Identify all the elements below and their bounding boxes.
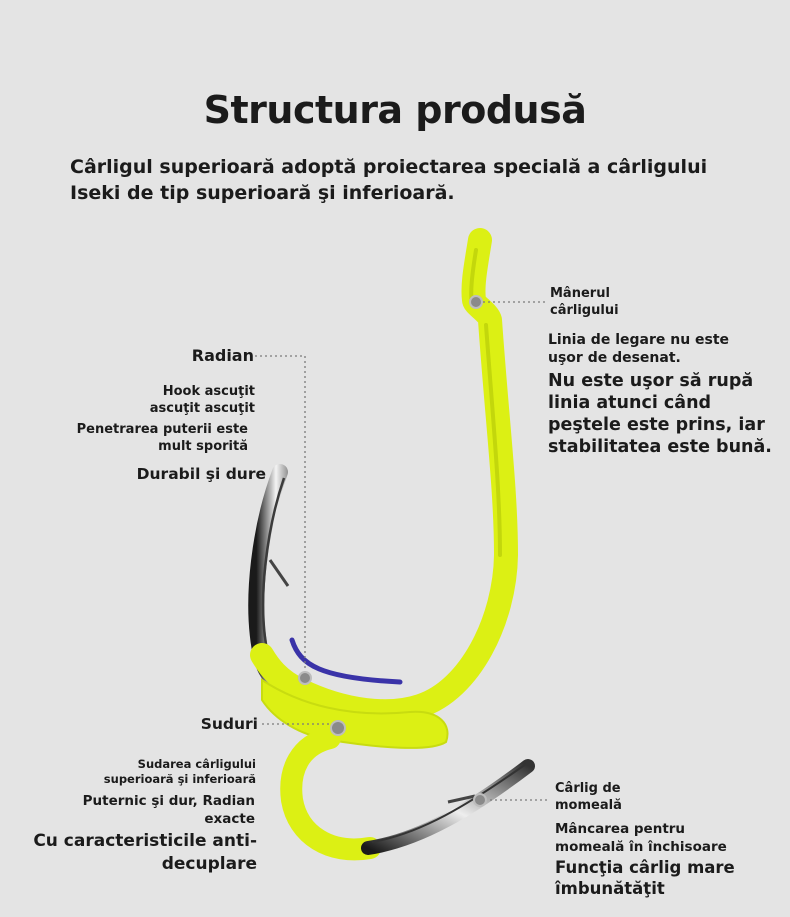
bait-emphasis [555,857,735,899]
handle-desc-line-1: Linia de legare nu este [548,332,730,348]
lower-yellow-hook [291,738,370,849]
radian-desc1-line-2: ascuţit ascuţit [149,401,255,416]
upper-hook-barb [270,560,288,586]
handle-name [550,285,619,319]
bait-emph-line-2: îmbunătăţit [555,879,665,898]
subtitle-line-2: Iseki de tip superioară şi inferioară. [70,182,455,204]
bait-name-line-1: Cârlig de [555,781,621,796]
weld-description-1 [60,757,256,787]
subtitle-line-1: Cârligul superioară adoptă proiectarea specială a cârligului [70,156,708,178]
weld-desc2-line-1: Puternic şi dur, Radian [82,793,255,809]
page-title: Structura produsă [203,88,587,132]
handle-desc-line-2: uşor de desenat. [548,350,681,366]
handle-emph-line-1: Nu este uşor să rupă [548,371,754,391]
weld-emphasis [20,830,257,876]
radian-description-1 [60,383,255,417]
radian-desc2-line-1: Penetrarea puterii este [76,422,248,437]
bait-name-line-2: momeală [555,798,622,813]
handle-name-line-1: Mânerul [550,286,610,301]
yellow-hook-body [262,240,506,711]
handle-emph-line-3: peştele este prins, iar [548,415,765,435]
weld-emph-line-2: decuplare [161,854,257,874]
weld-desc1-line-1: Sudarea cârligului [137,757,256,771]
radian-desc2-line-2: mult sporită [158,439,248,454]
handle-name-line-2: cârligului [550,303,619,318]
radian-description-2 [40,421,248,455]
weld-emph-line-1: Cu caracteristicile anti- [33,831,257,851]
weld-description-2 [50,792,255,828]
bait-description [555,820,727,856]
marker-weld [331,721,345,735]
bait-desc-line-2: momeală în închisoare [555,839,727,855]
marker-radian [299,672,311,684]
weld-desc2-line-2: exacte [204,811,255,827]
weld-desc1-line-2: superioară şi inferioară [103,772,256,786]
radian-emphasis: Durabil şi dure [136,465,266,483]
weld-name: Suduri [200,715,258,733]
radian-name: Radian [191,346,254,365]
marker-handle [470,296,482,308]
bait-name [555,780,622,814]
bait-desc-line-1: Mâncarea pentru [555,821,686,837]
radian-desc1-line-1: Hook ascuţit [162,384,255,399]
handle-emph-line-2: linia atunci când [548,393,712,413]
handle-description [548,331,729,367]
marker-bait [474,794,486,806]
bait-emph-line-1: Funcţia cârlig mare [555,858,735,877]
handle-emph-line-4: stabilitatea este bună. [548,437,772,457]
handle-emphasis [548,370,772,458]
